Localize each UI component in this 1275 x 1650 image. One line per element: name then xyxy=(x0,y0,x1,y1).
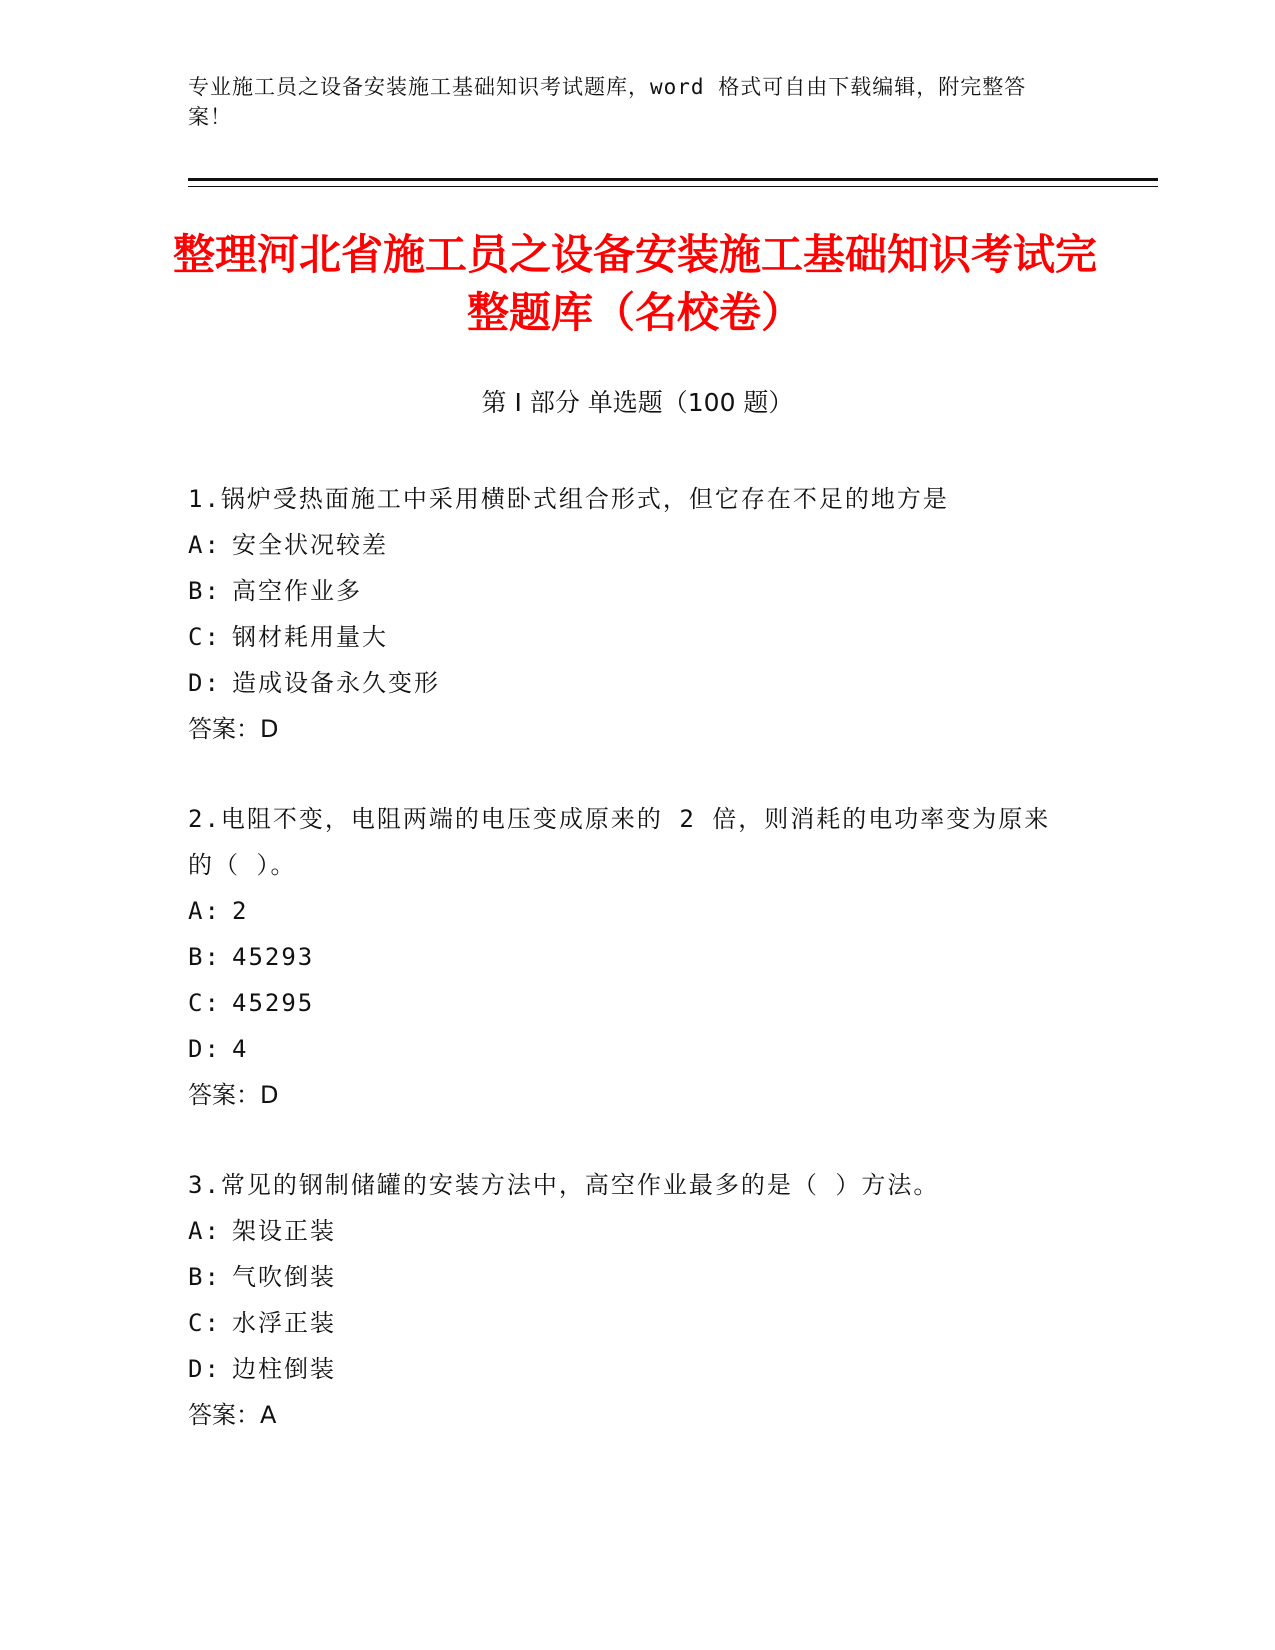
option-letter: D: xyxy=(188,1355,221,1383)
option-letter: C: xyxy=(188,989,221,1017)
header-divider-thin xyxy=(188,186,1158,187)
option-letter: A: xyxy=(188,531,221,559)
option-c xyxy=(188,980,1068,1026)
question-stem: 2.电阻不变，电阻两端的电压变成原来的 2 倍，则消耗的电功率变为原来的（ ）。 xyxy=(188,805,1051,879)
option-text: 边柱倒装 xyxy=(232,1355,336,1383)
option-d xyxy=(188,1346,1068,1392)
option-text: 4 xyxy=(232,1035,249,1063)
option-letter: C: xyxy=(188,623,221,651)
option-letter: C: xyxy=(188,1309,221,1337)
option-letter: B: xyxy=(188,943,221,971)
option-letter: D: xyxy=(188,1035,221,1063)
question-2 xyxy=(188,796,1068,1118)
option-a xyxy=(188,888,1068,934)
option-text: 气吹倒装 xyxy=(232,1263,336,1291)
option-b xyxy=(188,568,1068,614)
section-title: 第 I 部分 单选题（100 题） xyxy=(481,388,794,417)
option-d xyxy=(188,1026,1068,1072)
option-letter: B: xyxy=(188,577,221,605)
option-d xyxy=(188,660,1068,706)
option-letter: A: xyxy=(188,897,221,925)
header-note: 专业施工员之设备安装施工基础知识考试题库，word 格式可自由下载编辑，附完整答案！ xyxy=(188,75,1027,129)
answer-line: 答案：A xyxy=(188,1401,277,1429)
question-1 xyxy=(188,476,1068,752)
option-text: 2 xyxy=(232,897,249,925)
option-text: 水浮正装 xyxy=(232,1309,336,1337)
option-a xyxy=(188,1208,1068,1254)
option-text: 造成设备永久变形 xyxy=(232,669,440,697)
option-letter: A: xyxy=(188,1217,221,1245)
option-text: 45295 xyxy=(232,989,315,1017)
option-c xyxy=(188,1300,1068,1346)
option-c xyxy=(188,614,1068,660)
option-b xyxy=(188,934,1068,980)
answer-line: 答案：D xyxy=(188,715,279,743)
question-stem: 3.常见的钢制储罐的安装方法中，高空作业最多的是（ ）方法。 xyxy=(188,1171,940,1199)
option-text: 高空作业多 xyxy=(232,577,362,605)
document-title: 整理河北省施工员之设备安装施工基础知识考试完整题库（名校卷） xyxy=(172,230,1097,337)
question-stem: 1.锅炉受热面施工中采用横卧式组合形式，但它存在不足的地方是 xyxy=(188,485,949,513)
header-divider-thick xyxy=(188,178,1158,181)
question-3 xyxy=(188,1162,1068,1438)
option-letter: B: xyxy=(188,1263,221,1291)
question-list xyxy=(188,476,1068,1482)
option-text: 安全状况较差 xyxy=(232,531,388,559)
answer-line: 答案：D xyxy=(188,1081,279,1109)
option-text: 钢材耗用量大 xyxy=(232,623,388,651)
option-letter: D: xyxy=(188,669,221,697)
option-text: 架设正装 xyxy=(232,1217,336,1245)
option-text: 45293 xyxy=(232,943,315,971)
option-a xyxy=(188,522,1068,568)
option-b xyxy=(188,1254,1068,1300)
